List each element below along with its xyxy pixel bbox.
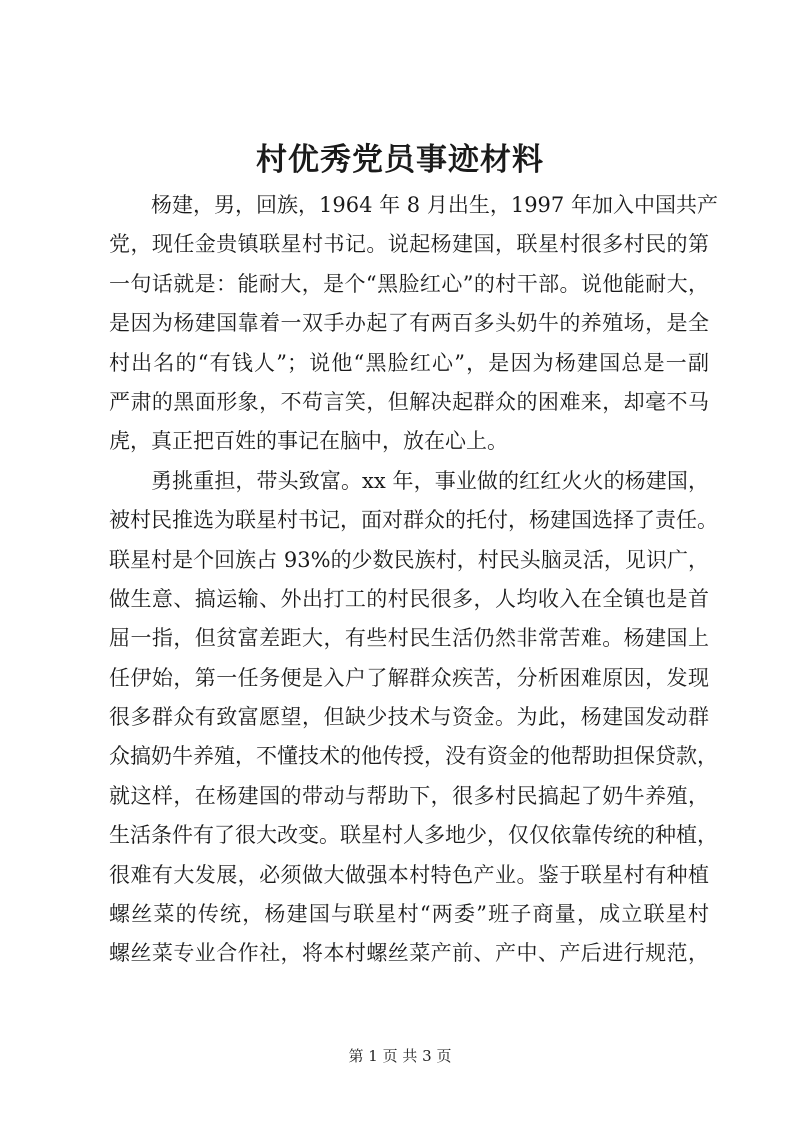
paragraph <box>109 186 718 462</box>
text-line: 联星村是个回族占 93%的少数民族村，村民头脑灵活，见识广， <box>109 547 709 572</box>
text-line: 严肃的黑面形象，不苟言笑，但解决起群众的困难来，却毫不马 <box>109 389 709 414</box>
text-line: 勇挑重担，带头致富。xx 年，事业做的红红火火的杨建国， <box>151 468 709 493</box>
text-line: 杨建，男，回族，1964 年 8 月出生，1997 年加入中国共产 <box>151 193 718 217</box>
text-line: 螺丝菜专业合作社，将本村螺丝菜产前、产中、产后进行规范， <box>109 941 709 966</box>
text-line: 党，现任金贵镇联星村书记。说起杨建国，联星村很多村民的第 <box>109 232 709 257</box>
text-line: 屈一指，但贫富差距大，有些村民生活仍然非常苦难。杨建国上 <box>109 626 709 651</box>
document-title: 村优秀党员事迹材料 <box>256 142 544 178</box>
text-line: 任伊始，第一任务便是入户了解群众疾苦，分析困难原因，发现 <box>109 665 709 690</box>
page-footer: 第 1 页 共 3 页 <box>348 1047 452 1065</box>
text-line: 一句话就是：能耐大，是个“黑脸红心”的村干部。说他能耐大， <box>109 271 709 296</box>
text-line: 做生意、搞运输、外出打工的村民很多，人均收入在全镇也是首 <box>109 586 709 611</box>
text-line: 很难有大发展，必须做大做强本村特色产业。鉴于联星村有种植 <box>109 862 709 887</box>
text-line: 虎，真正把百姓的事记在脑中，放在心上。 <box>109 429 508 454</box>
document-body <box>109 186 718 974</box>
text-line: 被村民推选为联星村书记，面对群众的托付，杨建国选择了责任。 <box>109 508 718 533</box>
text-line: 很多群众有致富愿望，但缺少技术与资金。为此，杨建国发动群 <box>109 705 709 730</box>
text-line: 众搞奶牛养殖，不懂技术的他传授，没有资金的他帮助担保贷款， <box>109 744 718 769</box>
text-line: 生活条件有了很大改变。联星村人多地少，仅仅依靠传统的种植， <box>109 823 718 848</box>
paragraph <box>109 462 718 974</box>
text-line: 螺丝菜的传统，杨建国与联星村“两委”班子商量，成立联星村 <box>109 902 709 927</box>
text-line: 是因为杨建国靠着一双手办起了有两百多头奶牛的养殖场，是全 <box>109 311 709 336</box>
text-line: 村出名的“有钱人”；说他“黑脸红心”，是因为杨建国总是一副 <box>109 350 709 375</box>
text-line: 就这样，在杨建国的带动与帮助下，很多村民搞起了奶牛养殖， <box>109 783 709 808</box>
